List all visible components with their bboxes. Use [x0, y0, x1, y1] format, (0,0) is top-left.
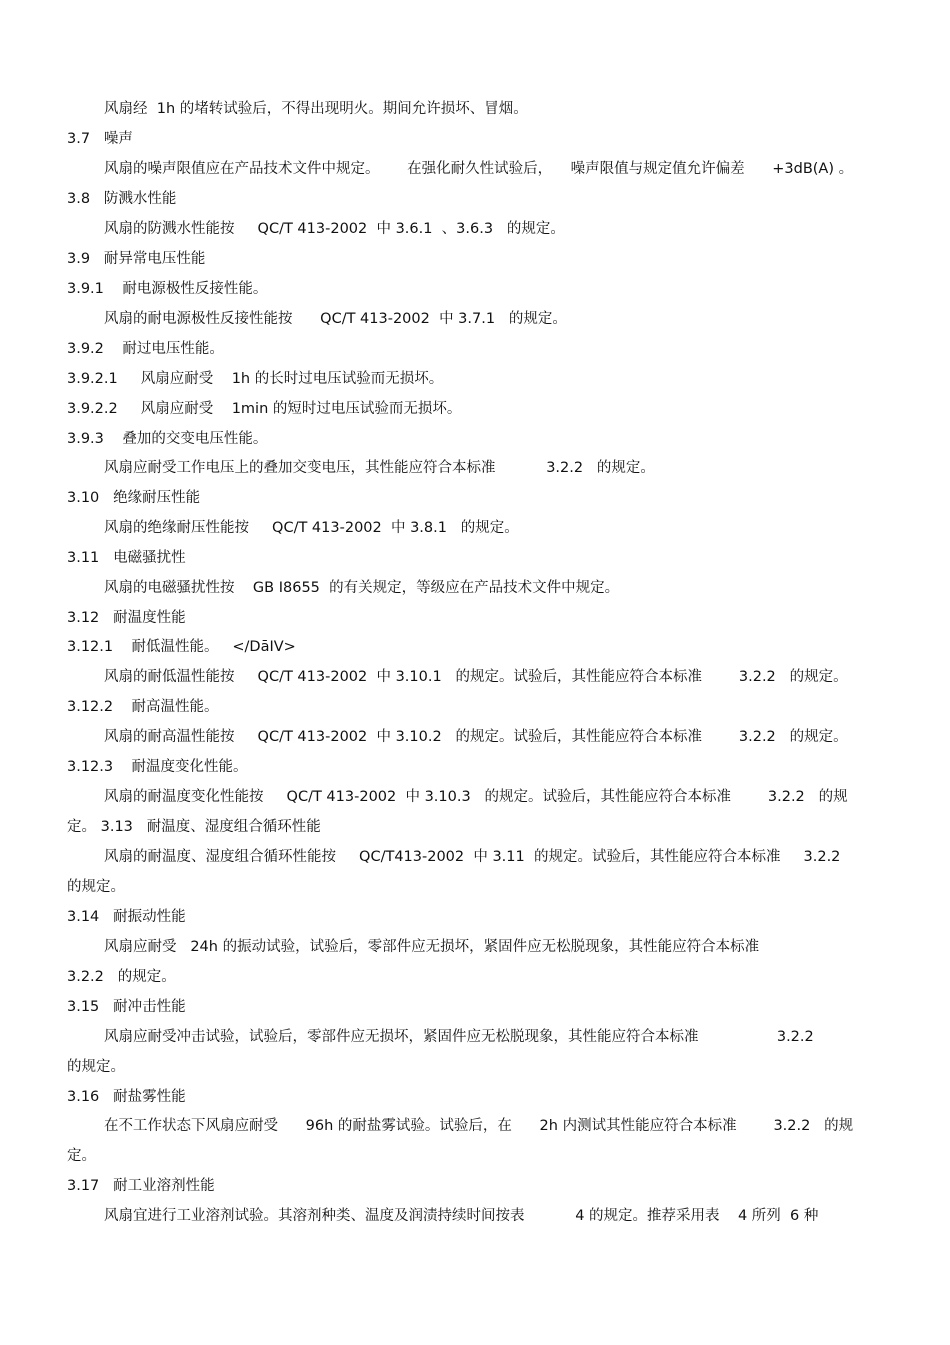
section-heading: 3.12.1 耐低温性能。 </DāIV> — [67, 639, 296, 655]
section-heading: 3.15 耐冲击性能 — [67, 999, 186, 1015]
section-heading: 3.9.1 耐电源极性反接性能。 — [67, 281, 268, 297]
paragraph-line: 风扇的绝缘耐压性能按 QC/T 413-2002 中 3.8.1 的规定。 — [104, 520, 519, 536]
section-heading: 3.9.2.1 风扇应耐受 1h 的长时过电压试验而无损坏。 — [67, 371, 444, 387]
section-heading: 3.9.2.2 风扇应耐受 1min 的短时过电压试验而无损坏。 — [67, 401, 462, 417]
section-heading: 3.14 耐振动性能 — [67, 909, 186, 925]
section-heading: 3.16 耐盐雾性能 — [67, 1089, 186, 1105]
paragraph-line: 风扇的防溅水性能按 QC/T 413-2002 中 3.6.1 、3.6.3 的规定。 — [104, 221, 565, 237]
paragraph-line: 风扇经 1h 的堵转试验后，不得出现明火。期间允许损坏、冒烟。 — [104, 101, 528, 117]
paragraph-line: 风扇应耐受工作电压上的叠加交变电压，其性能应符合本标准 3.2.2 的规定。 — [104, 460, 655, 476]
paragraph-line: 定。 3.13 耐温度、湿度组合循环性能 — [67, 819, 321, 835]
section-heading: 3.11 电磁骚扰性 — [67, 550, 186, 566]
section-heading: 3.12.2 耐高温性能。 — [67, 699, 219, 715]
paragraph-line: 风扇应耐受 24h 的振动试验，试验后，零部件应无损坏，紧固件应无松脱现象，其性能应符合本标准 — [104, 939, 760, 955]
paragraph-line: 风扇的耐高温性能按 QC/T 413-2002 中 3.10.2 的规定。试验后，其性能应符合本标准 3.2.2 的规定。 — [104, 729, 848, 745]
section-heading: 3.8 防溅水性能 — [67, 191, 177, 207]
paragraph-line: 风扇的耐温度变化性能按 QC/T 413-2002 中 3.10.3 的规定。试验后，其性能应符合本标准 3.2.2 的规 — [104, 789, 848, 805]
section-heading: 3.9 耐异常电压性能 — [67, 251, 206, 267]
paragraph-line: 的规定。 — [67, 879, 125, 895]
section-heading: 3.10 绝缘耐压性能 — [67, 490, 201, 506]
paragraph-line: 风扇的耐温度、湿度组合循环性能按 QC/T413-2002 中 3.11 的规定。试验后，其性能应符合本标准 3.2.2 — [104, 849, 841, 865]
paragraph-line: 风扇应耐受冲击试验，试验后，零部件应无损坏，紧固件应无松脱现象，其性能应符合本标准 3.2.2 — [104, 1029, 814, 1045]
section-heading: 3.7 噪声 — [67, 131, 133, 147]
paragraph-line: 的规定。 — [67, 1059, 125, 1075]
section-heading: 3.9.2 耐过电压性能。 — [67, 341, 224, 357]
section-heading: 3.17 耐工业溶剂性能 — [67, 1178, 215, 1194]
paragraph-line: 定。 — [67, 1148, 96, 1164]
paragraph-line: 风扇的耐电源极性反接性能按 QC/T 413-2002 中 3.7.1 的规定。 — [104, 311, 567, 327]
section-heading: 3.12.3 耐温度变化性能。 — [67, 759, 248, 775]
paragraph-line: 风扇宜进行工业溶剂试验。其溶剂种类、温度及润渍持续时间按表 4 的规定。推荐采用表 4 所列 6 种 — [104, 1208, 819, 1224]
paragraph-line: 3.2.2 的规定。 — [67, 969, 176, 985]
paragraph-line: 风扇的电磁骚扰性按 GB I8655 的有关规定，等级应在产品技术文件中规定。 — [104, 580, 620, 596]
section-heading: 3.9.3 叠加的交变电压性能。 — [67, 431, 268, 447]
paragraph-line: 风扇的噪声限值应在产品技术文件中规定。 在强化耐久性试验后， 噪声限值与规定值允许偏差 +3dB(A) 。 — [104, 161, 854, 177]
section-heading: 3.12 耐温度性能 — [67, 610, 186, 626]
paragraph-line: 在不工作状态下风扇应耐受 96h 的耐盐雾试验。试验后，在 2h 内测试其性能应符合本标准 3.2.2 的规 — [104, 1118, 854, 1134]
paragraph-line: 风扇的耐低温性能按 QC/T 413-2002 中 3.10.1 的规定。试验后，其性能应符合本标准 3.2.2 的规定。 — [104, 669, 848, 685]
